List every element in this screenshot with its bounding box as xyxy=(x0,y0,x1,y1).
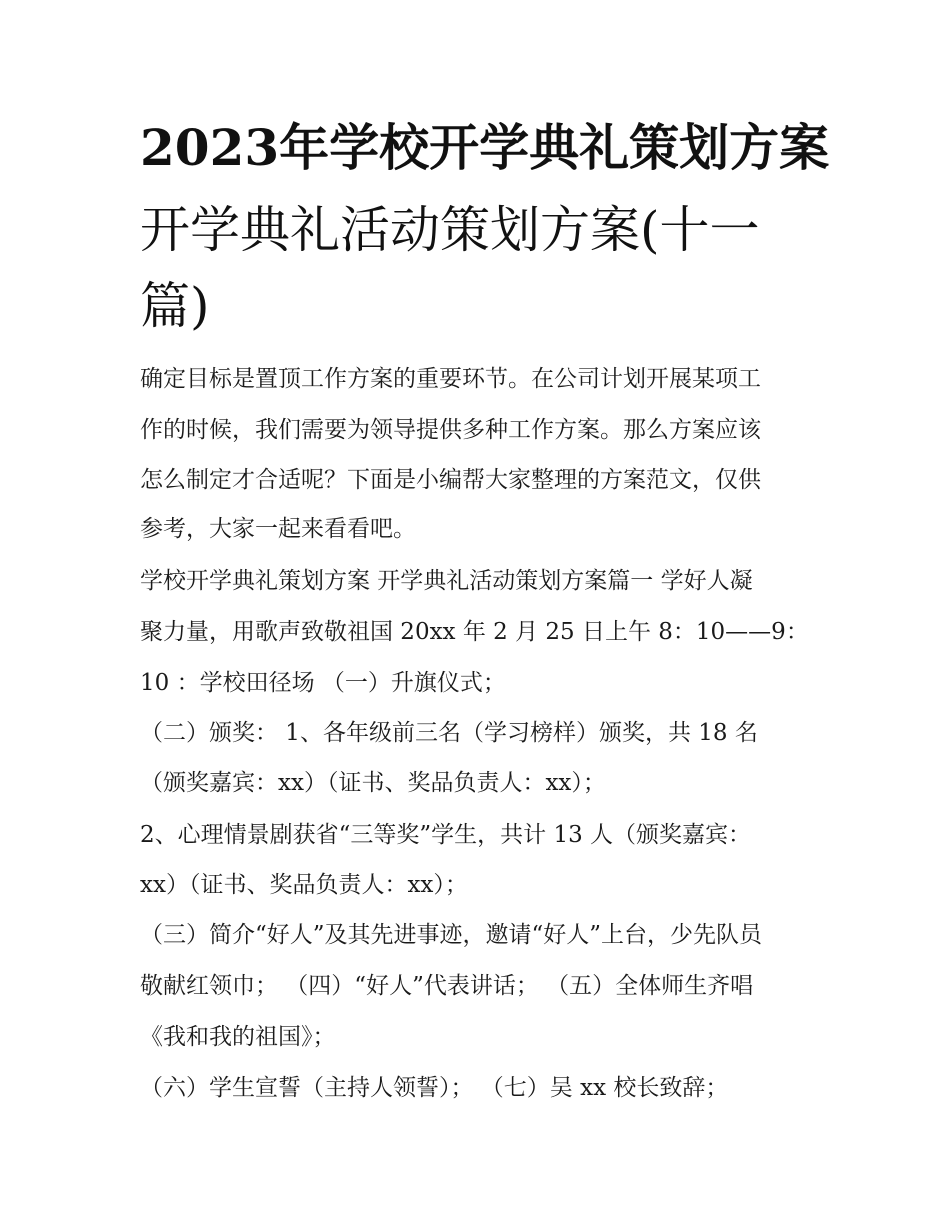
document-title-line-2: 开学典礼活动策划方案(十一 xyxy=(140,201,760,259)
body-text-line: （二）颁奖： 1、各年级前三名（学习榜样）颁奖，共 18 名 xyxy=(140,720,758,746)
body-text-line: 学校开学典礼策划方案 开学典礼活动策划方案篇一 学好人凝 xyxy=(140,568,753,594)
body-text-line: 参考，大家一起来看看吧。 xyxy=(140,516,416,542)
body-text-line: （三）简介“好人”及其先进事迹，邀请“好人”上台，少先队员 xyxy=(140,922,763,948)
body-text-line: （六）学生宣誓（主持人领誓）； （七）吴 xx 校长致辞； xyxy=(140,1075,729,1101)
body-text-line: 聚力量，用歌声致敬祖国 20xx 年 2 月 25 日上午 8：10——9： xyxy=(140,619,809,645)
body-text-line: 确定目标是置顶工作方案的重要环节。在公司计划开展某项工 xyxy=(140,366,761,392)
body-text-line: 10 ：学校田径场 （一）升旗仪式； xyxy=(140,670,506,696)
body-text-line: xx）（证书、奖品负责人：xx）； xyxy=(140,872,468,898)
body-text-line: 《我和我的祖国》； xyxy=(140,1024,336,1050)
body-text-line: 2、心理情景剧获省“三等奖”学生，共计 13 人（颁奖嘉宾： xyxy=(140,822,752,848)
document-title-line-1: 2023年学校开学典礼策划方案 xyxy=(140,118,830,177)
body-text-line: 作的时候，我们需要为领导提供多种工作方案。那么方案应该 xyxy=(140,417,761,443)
body-text-line: 怎么制定才合适呢？下面是小编帮大家整理的方案范文，仅供 xyxy=(140,467,761,493)
document-title-line-3: 篇) xyxy=(140,277,210,335)
body-text-line: （颁奖嘉宾：xx）（证书、奖品负责人：xx）； xyxy=(140,770,606,796)
body-text-line: 敬献红领巾； （四）“好人”代表讲话； （五）全体师生齐唱 xyxy=(140,973,754,999)
